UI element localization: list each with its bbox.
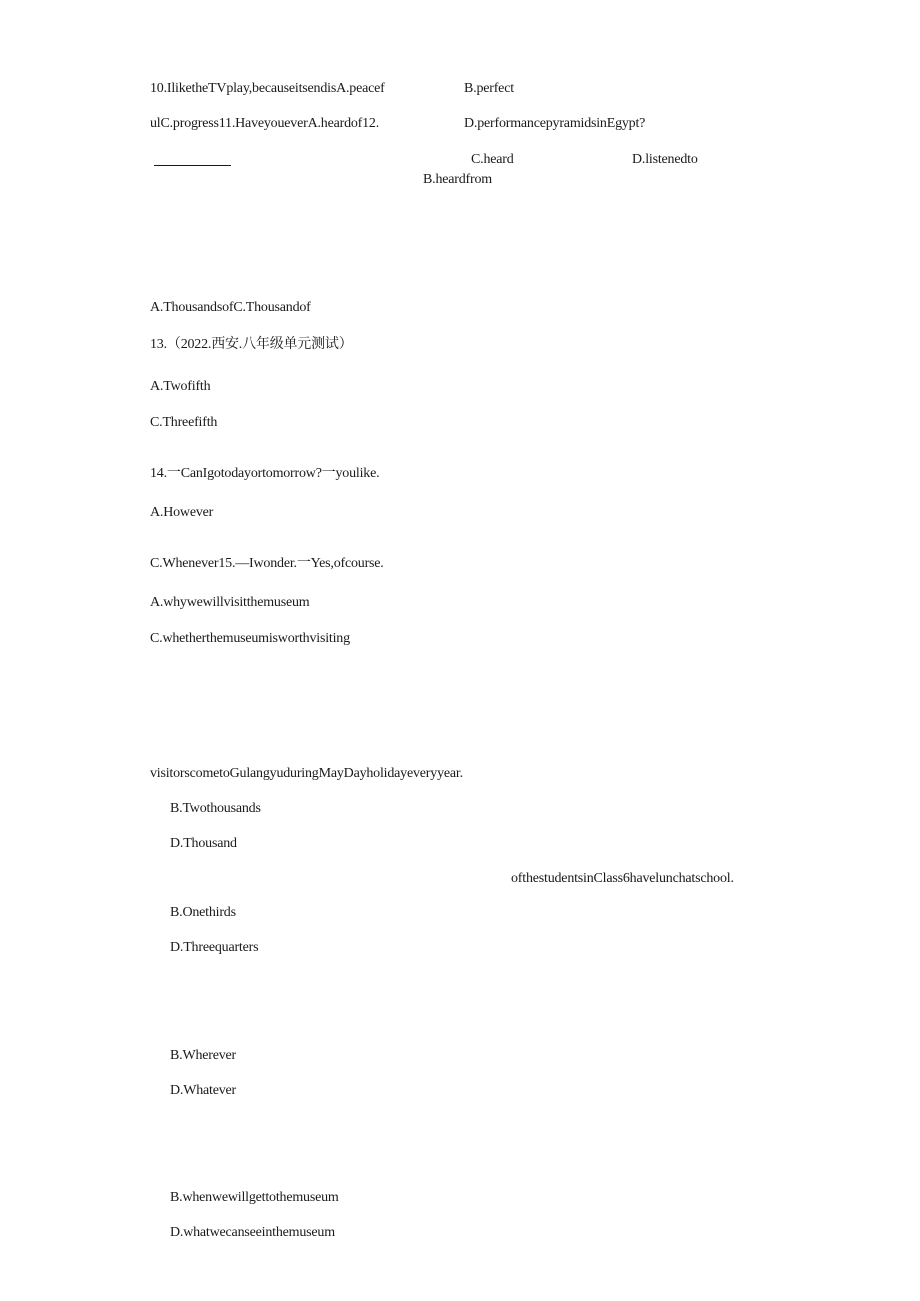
option-b-onethirds: B.Onethirds [170, 905, 236, 920]
option-d-threequarters: D.Threequarters [170, 940, 259, 955]
question-15-line: C.Whenever15.—Iwonder.一Yes,ofcourse. [150, 556, 384, 571]
option-b-wherever: B.Wherever [170, 1048, 237, 1063]
question-14-line: 14.一CanIgotodayortomorrow?一youlike. [150, 466, 380, 481]
option-c-threefifth: C.Threefifth [150, 415, 218, 430]
question-12-options-ac: A.ThousandsofC.Thousandof [150, 300, 311, 315]
option-d-listenedto: D.listenedto [632, 152, 698, 167]
option-c-heard: C.heard [471, 152, 514, 167]
option-d-thousand: D.Thousand [170, 836, 237, 851]
option-c-whether: C.whetherthemuseumisworthvisiting [150, 631, 350, 646]
option-d-what: D.whatwecanseeinthemuseum [170, 1225, 335, 1240]
option-b-twothousands: B.Twothousands [170, 801, 261, 816]
question-13-header: 13.（2022.西安.八年级单元测试） [150, 337, 353, 352]
option-a-why: A.whywewillvisitthemuseum [150, 595, 310, 610]
option-a-twofifth: A.Twofifth [150, 379, 211, 394]
question-10-line: 10.IliketheTVplay,becauseitsendisA.peacef [150, 81, 385, 96]
option-b-heardfrom: B.heardfrom [423, 172, 492, 187]
option-d-whatever: D.Whatever [170, 1083, 237, 1098]
answer-blank [154, 165, 231, 166]
question-11-line: ulC.progress11.HaveyoueverA.heardof12. [150, 116, 380, 131]
option-d-performance: D.performancepyramidsinEgypt? [464, 116, 646, 131]
question-13-stem: ofthestudentsinClass6havelunchatschool. [511, 871, 734, 886]
question-12-stem: visitorscometoGulangyuduringMayDayholidayeveryyear. [150, 766, 463, 781]
option-b-when: B.whenwewillgettothemuseum [170, 1190, 339, 1205]
option-b-perfect: B.perfect [464, 81, 514, 96]
option-a-however: A.However [150, 505, 214, 520]
